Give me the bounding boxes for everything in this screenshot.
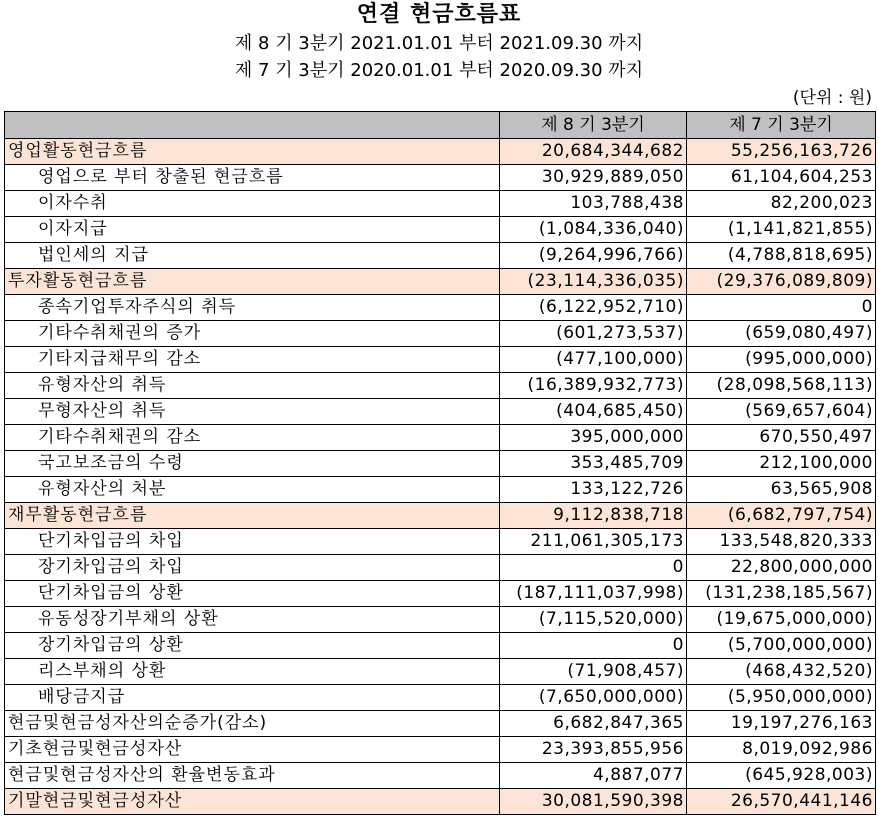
current-period-value: (23,114,336,035)	[500, 269, 687, 295]
row-label: 무형자산의 취득	[5, 399, 500, 425]
prior-period-value: 61,104,604,253	[687, 165, 876, 191]
table-row	[5, 347, 876, 373]
prior-period-value: (6,682,797,754)	[687, 503, 876, 529]
cash-flow-table	[4, 111, 876, 815]
current-period-value: (1,084,336,040)	[500, 217, 687, 243]
period-prior: 제 7 기 3분기 2020.01.01 부터 2020.09.30 까지	[234, 60, 644, 81]
table-row	[5, 425, 876, 451]
current-period-value: (477,100,000)	[500, 347, 687, 373]
prior-period-value: 63,565,908	[687, 477, 876, 503]
prior-period-value: 0	[687, 295, 876, 321]
row-label: 유형자산의 취득	[5, 373, 500, 399]
header-current-period: 제 8 기 3분기	[500, 112, 687, 139]
row-label: 재무활동현금흐름	[5, 503, 500, 529]
prior-period-value: 55,256,163,726	[687, 139, 876, 165]
current-period-value: 0	[500, 555, 687, 581]
prior-period-value: 670,550,497	[687, 425, 876, 451]
prior-period-value: 22,800,000,000	[687, 555, 876, 581]
prior-period-value: (645,928,003)	[687, 763, 876, 789]
row-label: 기타수취채권의 증가	[5, 321, 500, 347]
current-period-value: 23,393,855,956	[500, 737, 687, 763]
current-period-value: (187,111,037,998)	[500, 581, 687, 607]
row-label: 기타수취채권의 감소	[5, 425, 500, 451]
prior-period-value: 8,019,092,986	[687, 737, 876, 763]
current-period-value: 0	[500, 633, 687, 659]
row-label: 영업활동현금흐름	[5, 139, 500, 165]
table-row	[5, 217, 876, 243]
table-row	[5, 373, 876, 399]
prior-period-value: (995,000,000)	[687, 347, 876, 373]
row-label: 장기차입금의 차입	[5, 555, 500, 581]
row-label: 기타지급채무의 감소	[5, 347, 500, 373]
header-label-column	[5, 112, 500, 139]
table-row	[5, 295, 876, 321]
prior-period-value: 212,100,000	[687, 451, 876, 477]
current-period-value: 353,485,709	[500, 451, 687, 477]
row-label: 이자수취	[5, 191, 500, 217]
table-row	[5, 477, 876, 503]
table-row	[5, 243, 876, 269]
prior-period-value: 26,570,441,146	[687, 789, 876, 815]
prior-period-value: (1,141,821,855)	[687, 217, 876, 243]
prior-period-value: (5,700,000,000)	[687, 633, 876, 659]
table-row	[5, 763, 876, 789]
table-row	[5, 503, 876, 529]
prior-period-value: (28,098,568,113)	[687, 373, 876, 399]
current-period-value: (7,650,000,000)	[500, 685, 687, 711]
row-label: 유형자산의 처분	[5, 477, 500, 503]
current-period-value: 395,000,000	[500, 425, 687, 451]
row-label: 현금및현금성자산의순증가(감소)	[5, 711, 500, 737]
row-label: 기초현금및현금성자산	[5, 737, 500, 763]
table-row	[5, 607, 876, 633]
prior-period-value: 19,197,276,163	[687, 711, 876, 737]
row-label: 장기차입금의 상환	[5, 633, 500, 659]
unit-label: (단위 : 원)	[792, 88, 872, 108]
statement-title: 연결 현금흐름표	[356, 2, 522, 27]
row-label: 유동성장기부채의 상환	[5, 607, 500, 633]
table-row	[5, 191, 876, 217]
table-row	[5, 321, 876, 347]
prior-period-value: (4,788,818,695)	[687, 243, 876, 269]
row-label: 현금및현금성자산의 환율변동효과	[5, 763, 500, 789]
table-header-row	[5, 112, 876, 139]
prior-period-value: (659,080,497)	[687, 321, 876, 347]
table-row	[5, 451, 876, 477]
row-label: 단기차입금의 차입	[5, 529, 500, 555]
row-label: 법인세의 지급	[5, 243, 500, 269]
current-period-value: 103,788,438	[500, 191, 687, 217]
prior-period-value: (468,432,520)	[687, 659, 876, 685]
table-row	[5, 685, 876, 711]
table-body	[5, 139, 876, 815]
row-label: 기말현금및현금성자산	[5, 789, 500, 815]
row-label: 단기차입금의 상환	[5, 581, 500, 607]
period-current: 제 8 기 3분기 2021.01.01 부터 2021.09.30 까지	[234, 33, 644, 54]
table-row	[5, 581, 876, 607]
current-period-value: (7,115,520,000)	[500, 607, 687, 633]
current-period-value: (16,389,932,773)	[500, 373, 687, 399]
header-prior-period: 제 7 기 3분기	[687, 112, 876, 139]
table-row	[5, 269, 876, 295]
current-period-value: 30,929,889,050	[500, 165, 687, 191]
table-row	[5, 165, 876, 191]
current-period-value: 211,061,305,173	[500, 529, 687, 555]
current-period-value: (71,908,457)	[500, 659, 687, 685]
table-row	[5, 711, 876, 737]
row-label: 투자활동현금흐름	[5, 269, 500, 295]
current-period-value: 6,682,847,365	[500, 711, 687, 737]
table-row	[5, 529, 876, 555]
current-period-value: 133,122,726	[500, 477, 687, 503]
prior-period-value: 82,200,023	[687, 191, 876, 217]
prior-period-value: (19,675,000,000)	[687, 607, 876, 633]
row-label: 리스부채의 상환	[5, 659, 500, 685]
table-row	[5, 659, 876, 685]
table-row	[5, 139, 876, 165]
prior-period-value: (569,657,604)	[687, 399, 876, 425]
current-period-value: 30,081,590,398	[500, 789, 687, 815]
table-row	[5, 737, 876, 763]
row-label: 영업으로 부터 창출된 현금흐름	[5, 165, 500, 191]
prior-period-value: (131,238,185,567)	[687, 581, 876, 607]
table-row	[5, 789, 876, 815]
row-label: 국고보조금의 수령	[5, 451, 500, 477]
table-row	[5, 399, 876, 425]
current-period-value: 9,112,838,718	[500, 503, 687, 529]
table-row	[5, 555, 876, 581]
current-period-value: (404,685,450)	[500, 399, 687, 425]
current-period-value: 20,684,344,682	[500, 139, 687, 165]
prior-period-value: 133,548,820,333	[687, 529, 876, 555]
prior-period-value: (5,950,000,000)	[687, 685, 876, 711]
row-label: 종속기업투자주식의 취득	[5, 295, 500, 321]
current-period-value: (601,273,537)	[500, 321, 687, 347]
current-period-value: (6,122,952,710)	[500, 295, 687, 321]
row-label: 이자지급	[5, 217, 500, 243]
prior-period-value: (29,376,089,809)	[687, 269, 876, 295]
row-label: 배당금지급	[5, 685, 500, 711]
current-period-value: (9,264,996,766)	[500, 243, 687, 269]
current-period-value: 4,887,077	[500, 763, 687, 789]
table-row	[5, 633, 876, 659]
